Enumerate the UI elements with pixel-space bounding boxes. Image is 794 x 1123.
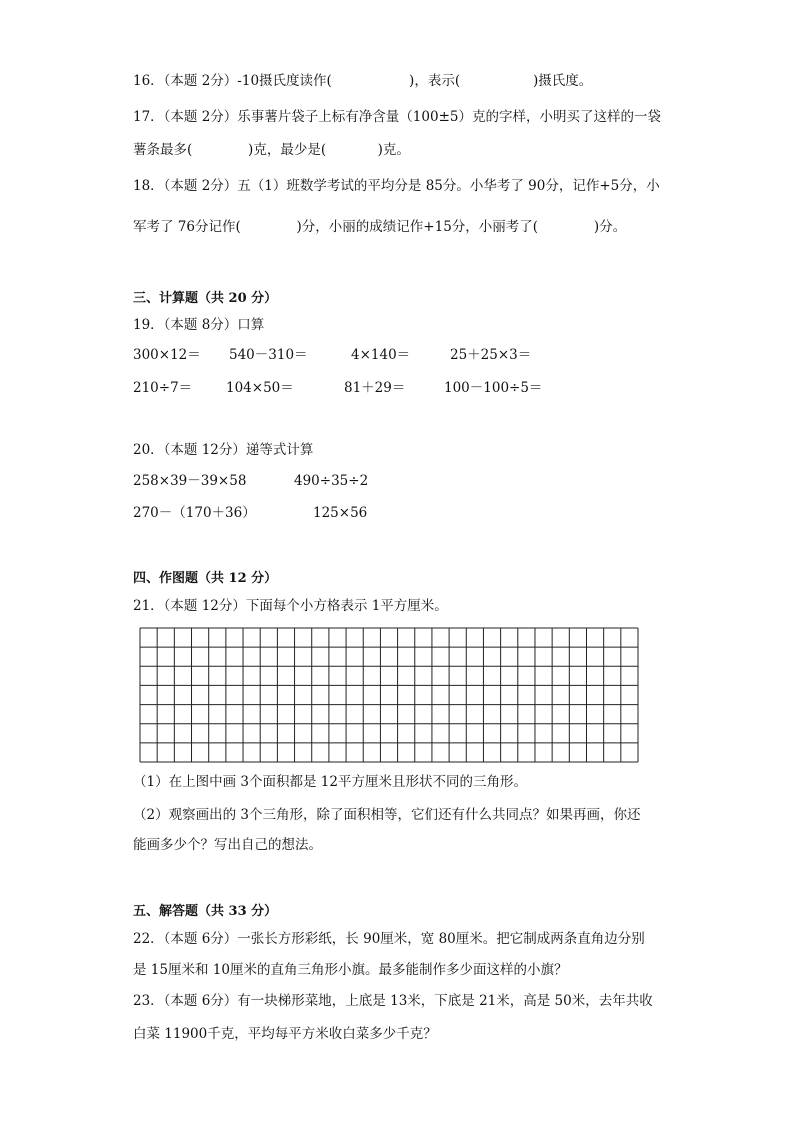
calc-item: 490÷35÷2: [294, 473, 369, 489]
question-21-part2-line1: （2）观察画出的 3个三角形，除了面积相等，它们还有什么共同点？如果再画，你还: [133, 807, 641, 823]
question-19: 19．（本题 8分）口算: [133, 317, 265, 333]
section-4-title: 四、作图题（共 12 分）: [133, 571, 278, 586]
calc-item: 4×140＝: [351, 347, 411, 363]
question-22-line1: 22．（本题 6分）一张长方形彩纸，长 90厘米，宽 80厘米。把它制成两条直角边分别: [133, 931, 645, 947]
question-16: 16．（本题 2分）-10摄氏度读作( )，表示( )摄氏度。: [133, 73, 593, 89]
question-20: 20．（本题 12分）递等式计算: [133, 442, 314, 458]
calc-item: 81＋29＝: [344, 380, 406, 396]
section-3-title: 三、计算题（共 20 分）: [133, 291, 278, 306]
question-17-line2: 薯条最多( )克，最少是( )克。: [133, 142, 410, 158]
calc-item: 540－310＝: [229, 347, 308, 363]
question-22-line2: 是 15厘米和 10厘米的直角三角形小旗。最多能制作多少面这样的小旗？: [133, 962, 568, 978]
question-18-line2: 军考了 76分记作( )分，小丽的成绩记作+15分，小丽考了( )分。: [133, 219, 627, 235]
question-23-line2: 白菜 11900千克，平均每平方米收白菜多少千克？: [133, 1026, 437, 1042]
calc-item: 104×50＝: [226, 380, 294, 396]
question-23-line1: 23．（本题 6分）有一块梯形菜地，上底是 13米，下底是 21米，高是 50米，去年共收: [133, 993, 653, 1009]
calc-item: 125×56: [313, 505, 368, 521]
calc-item: 210÷7＝: [133, 380, 193, 396]
calc-item: 100－100÷5＝: [444, 380, 543, 396]
square-grid: [139, 627, 639, 763]
question-21-part2-line2: 能画多少个？写出自己的想法。: [133, 837, 322, 853]
question-18-line1: 18．（本题 2分）五（1）班数学考试的平均分是 85分。小华考了 90分，记作+5分，小: [133, 178, 660, 194]
calc-item: 258×39－39×58: [133, 473, 247, 489]
question-21: 21．（本题 12分）下面每个小方格表示 1平方厘米。: [133, 598, 448, 614]
calc-item: 25＋25×3＝: [450, 347, 532, 363]
calc-item: 270－（170＋36）: [133, 505, 256, 521]
calc-item: 300×12＝: [133, 347, 201, 363]
question-21-part1: （1）在上图中画 3个面积都是 12平方厘米且形状不同的三角形。: [133, 774, 527, 790]
question-17-line1: 17．（本题 2分）乐事薯片袋子上标有净含量（100±5）克的字样，小明买了这样的一袋: [133, 109, 661, 125]
section-5-title: 五、解答题（共 33 分）: [133, 904, 278, 919]
